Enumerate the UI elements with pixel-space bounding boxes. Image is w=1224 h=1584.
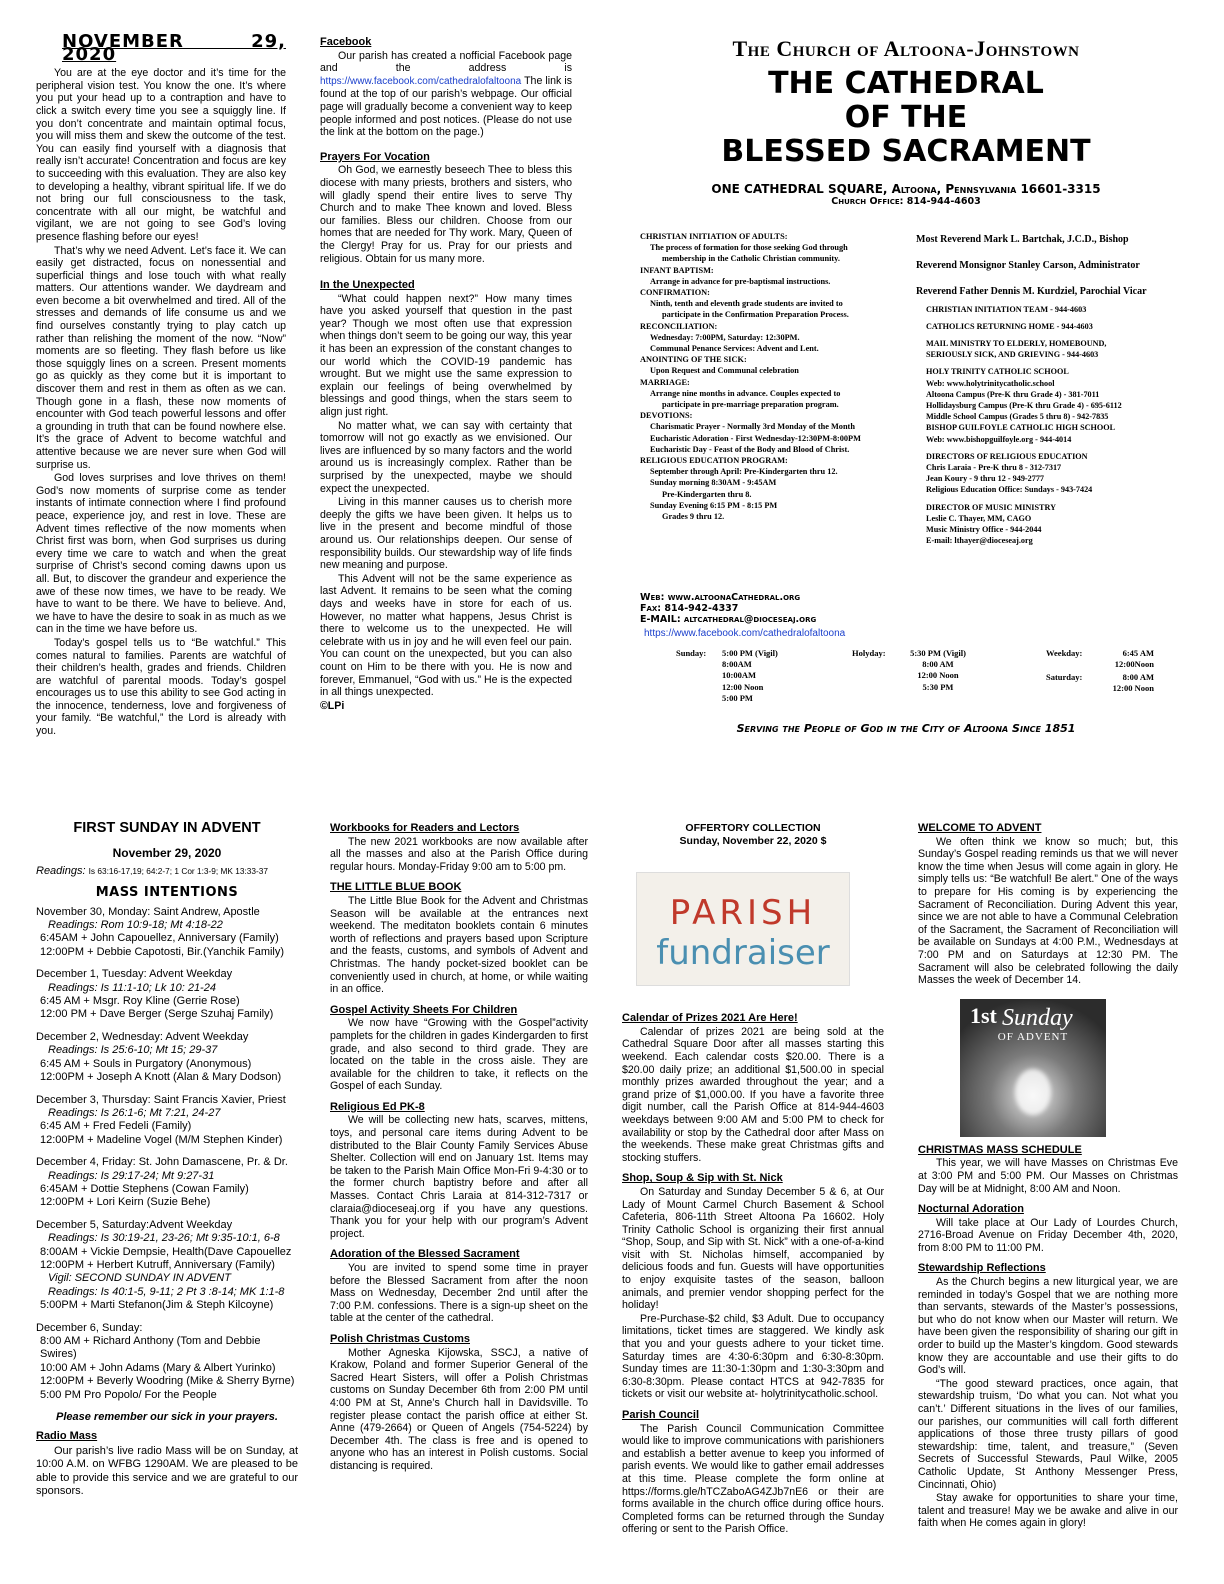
stewardship-2: “The good steward practices, once again, that stewardship truism, ‘Do what you can. Not what you can’t.’ Different situations in the lives of our families, our parishes, our communities will call forth different applications of those three trusty pillars of good stewardship: time, talent, and treasure,” (Seven Secrets of Successful Stewards, Paul Wilke, 2005 Catholic Update, St Anthony Messenger Press, Cincinnati, Ohio) (918, 1377, 1178, 1491)
intention-day (36, 1219, 298, 1313)
staff-line: CHRISTIAN INITIATION TEAM - 944-4603 (926, 304, 1087, 314)
mass-time: 5:00 PM (Vigil) (722, 648, 778, 658)
sacrament-line: ANOINTING OF THE SICK: (640, 355, 747, 365)
fundraiser-word-1: PARISH (669, 893, 817, 933)
mass-holyday (852, 648, 886, 659)
notice-text: We will be collecting new hats, scarves, mittens, toys, and personal care items during Advent to be distributed to the Blair County Family Services Abuse Shelter. Collection will end on January 1st. Items may be taken to the Parish Main Office Mon-Fri 9-4:30 or to the former church baptistry before and after all Masses. Contact Chris Laraia at 814-312-7317 or claraia@dioceseaj.org if you have any questions. Thank you for your help with our program’s Advent project. (330, 1114, 588, 1240)
notice-heading: THE LITTLE BLUE BOOK (330, 881, 462, 894)
sunday-title: FIRST SUNDAY IN ADVENT (73, 820, 261, 836)
section-text: On Saturday and Sunday December 5 & 6, at Our Lady of Mount Carmel Church Basement & School Cafeteria, 806-11th Street Altoona Pa 16602. Holy Trinity Catholic School is organizing their first annual “Shop, Soup, and Sip with St. Nick” with a one-of-a-kind visit with St. Nicholas himself, accompanied by delicious foods and fun. Guests will have opportunities to enjoy exquisite tastes of the season, balloon animals, and premier vendor shopping perfect for the holiday! (622, 1185, 884, 1312)
mass-time: 12:00 Noon (722, 681, 764, 692)
intention-readings: Readings: Is 26:1-6; Mt 7:21, 24-27 (48, 1106, 221, 1119)
column-advent (918, 822, 1178, 1531)
notice-heading: Polish Christmas Customs (330, 1332, 470, 1345)
intention-line: 5:00 PM Pro Popolo/ For the People (40, 1388, 217, 1401)
offertory-sections (622, 1012, 884, 1536)
intention-line: December 5, Saturday:Advent Weekday (36, 1218, 233, 1231)
sacrament-line: participate in the Confirmation Preparation Process. (662, 310, 849, 320)
fax: Fax: 814-942-4337 (640, 603, 739, 615)
sacrament-line: Pre-Kindergarten thru 8. (662, 489, 752, 499)
intention-line: 6:45 AM + Msgr. Roy Kline (Gerrie Rose) (40, 995, 240, 1008)
intention-line: 12:00PM + Madeline Vogel (M/M Stephen Kinder) (40, 1133, 283, 1146)
intention-readings: Readings: Rom 10:9-18; Mt 4:18-22 (48, 919, 223, 932)
sacrament-line: Wednesday: 7:00PM, Saturday: 12:30PM. (650, 332, 800, 342)
sacrament-line: Arrange nine months in advance. Couples expected to (650, 388, 841, 398)
sacrament-line: CHRISTIAN INITIATION OF ADULTS: (640, 232, 788, 241)
notice-text: You are invited to spend some time in prayer before the Blessed Sacrament from after the noon Mass on Wednesday, December 2nd until after the 7:00 P.M. confessions. There is a sign-up sheet on the table at the center of the cathedral. (330, 1262, 588, 1325)
offertory-heading: OFFERTORY COLLECTION (685, 822, 821, 834)
intention-line: 12:00PM + Herbert Kutruff, Anniversary (Family) (40, 1258, 275, 1271)
mass-time: 8:00 AM (922, 659, 954, 670)
mass-time: 12:00 Noon (917, 670, 959, 681)
sacrament-line: Eucharistic Adoration - First Wednesday-12:30PM-8:00PM (650, 433, 861, 443)
notice-text: Mother Agneska Kijowska, SSCJ, a native of Krakow, Poland and former Superior General of the Sacred Heart Sisters, will offer a Polish Christmas customs on Sunday December 6th from 2:00 PM until 4:00 PM at St, Anne’s Church hall in Davidsville. To register please contact the parish office at either St. Anne (479-2664) or Queen of Angels (754-5224) by December 4th. The class is free and is opened to anyone who has an interest in Polish customs. Social distancing is required. (330, 1346, 588, 1472)
sacrament-line: RELIGIOUS EDUCATION PROGRAM: (640, 456, 788, 466)
mass-time: 12:00 Noon (1112, 683, 1154, 694)
intention-line: 12:00 PM + Dave Berger (Serge Szuhaj Family) (40, 1008, 274, 1021)
sacrament-line: Sunday Evening 6:15 PM - 8:15 PM (650, 500, 778, 510)
fundraiser-word-2: fundraiser (656, 933, 830, 973)
intention-line: December 1, Tuesday: Advent Weekday (36, 968, 233, 981)
staff-line: BISHOP GUILFOYLE CATHOLIC HIGH SCHOOL (926, 423, 1116, 433)
sunday-date: November 29, 2020 (112, 846, 222, 861)
email[interactable]: E-MAIL: altcathedral@dioceseaj.org (640, 614, 817, 626)
mass-time: 5:30 PM (Vigil) (910, 648, 966, 658)
advent-img-text-1: 1st (970, 1003, 997, 1028)
intention-readings: Readings: Is 25:6-10; Mt 15; 29-37 (48, 1044, 218, 1057)
address: ONE CATHEDRAL SQUARE, Altoona, Pennsylvania 16601-3315 (711, 182, 1101, 196)
intention-day (36, 968, 298, 1022)
intention-readings: Readings: Is 29:17-24; Mt 9:27-31 (48, 1169, 215, 1182)
paragraph: Today’s gospel tells us to “Be watchful.” This comes natural to families. Parents are watchful of their children’s health, grades and friends. Children are watchful of parental moods. Today’s gospel encourages us to use this ability to see God acting in the innocence, tenderness, love and forgiveness of your family. “Be watchful,” the Lord is already with you. (36, 636, 286, 738)
paragraph: That’s why we need Advent. Let’s face it. We can easily get distracted, focus on nonessential and superficial things and lose touch with what really matters. Our attentions wander. We daydream and even become a bit overwhelmed and tired. All of the stresses and demands of life consume us and we find ourselves constantly trying to play catch up rather than relishing the moment of the now. “Now” moments are so fleeting. They flash before us like those squiggly lines on a screen. Present moments go as quickly as they come but it is important to discover them and rest in them as often as we can. Though gone in a flash, these now moments of encounter with God teach powerful lessons and offer a grounding in truth that can be found nowhere else. It’s the grace of Advent to become watchful and attentive because we are never sure when God will surprise us. (36, 244, 286, 471)
staff-block (916, 234, 1186, 546)
bulletin-date: NOVEMBER 29, 2020 (62, 31, 286, 65)
column-intentions (36, 822, 298, 1498)
intention-readings: Vigil: SECOND SUNDAY IN ADVENT (48, 1272, 231, 1285)
sacrament-line: Arrange in advance for pre-baptismal instructions. (650, 276, 831, 286)
staff-line: HOLY TRINITY CATHOLIC SCHOOL (926, 367, 1069, 377)
paragraph: God loves surprises and love thrives on them! God’s now moments of surprise come as tender instants of intimate connection where I find profound peace, experience joy, and rest in love. These are Advent times reflective of the now moments when Christ first was born, when God surprises us during every time we care to watch and when the great surprise of Christ’s second coming dawns upon us all. But, to discover the grandeur and experience the awe of these now times, we have to be ready. We have to want to be there. We have to believe. And, we have to have the desire to soak in as much as we can in the time we have before us. (36, 472, 286, 636)
website[interactable]: Web: www.altoonaCathedral.org (640, 592, 801, 603)
sacrament-line: INFANT BAPTISM: (640, 265, 714, 275)
parish-fundraiser-image (636, 872, 850, 986)
staff-line: Hollidaysburg Campus (Pre-K thru Grade 4) - 695-6112 (926, 401, 1122, 411)
mass-time: 5:30 PM (922, 681, 954, 692)
notice-heading: Gospel Activity Sheets For Children (330, 1003, 518, 1016)
staff-line: Web: www.bishopguilfoyle.org - 944-4014 (926, 434, 1072, 444)
section-heading: Parish Council (622, 1409, 700, 1421)
intention-readings: Readings: Is 11:1-10; Lk 10: 21-24 (48, 981, 216, 994)
sunday-label: Sunday: (676, 648, 707, 658)
copyright: ©LPi (320, 699, 345, 712)
sacrament-line: membership in the Catholic Christian community. (662, 254, 840, 264)
intention-day (36, 1031, 298, 1085)
sacrament-line: DEVOTIONS: (640, 411, 693, 421)
stewardship-1: As the Church begins a new liturgical year, we are reminded in today’s Gospel that we are nothing more than servants, stewards of the Master’s possessions, but who do not know when our Master will return. We have been given the responsibility of sharing our gift in order to build up the Master’s kingdom. Good stewards know they are accountable and use their gifts to do God’s will. (918, 1276, 1178, 1377)
sacrament-line: Grades 9 thru 12. (662, 512, 725, 522)
stewardship-3: Stay awake for opportunities to share your time, talent and treasure! May we be awake and alive in our faith when He comes again in glory! (918, 1492, 1178, 1530)
section-heading: Calendar of Prizes 2021 Are Here! (622, 1012, 798, 1025)
holyday-label: Holyday: (852, 648, 886, 658)
vocation-prayer: Oh God, we earnestly beseech Thee to bless this diocese with many priests, brothers and sisters, who will gladly spend their entire lives to serve Thy Church and to make Thee known and loved. Bless our families. Bless our children. Choose from our homes that are needed for Thy work. Mary, Queen of the Clergy! Pray for us. Pray for our priests and religious. Obtain for us many more. (320, 164, 572, 265)
sacrament-line: MARRIAGE: (640, 377, 690, 387)
intention-day (36, 1094, 298, 1148)
mass-holyday-times (898, 648, 978, 693)
intention-line: December 4, Friday: St. John Damascene, Pr. & Dr. (36, 1156, 288, 1169)
staff-line: Chris Laraia - Pre-K thru 8 - 312-7317 (926, 463, 1062, 473)
mass-sunday-times (722, 648, 778, 704)
intention-readings: Readings: Is 30:19-21, 23-26; Mt 9:35-10:1, 6-8 (48, 1232, 280, 1245)
sacrament-line: Upon Request and Communal celebration (650, 366, 799, 376)
sacrament-line: CONFIRMATION: (640, 288, 710, 298)
column-reflection (36, 31, 286, 739)
sacrament-line: September through April: Pre-Kindergarten thru 12. (650, 467, 838, 477)
notice-heading: Workbooks for Readers and Lectors (330, 822, 520, 834)
sacraments-list (640, 231, 910, 522)
first-sunday-advent-image (960, 999, 1106, 1137)
staff-line: Music Ministry Office - 944-2044 (926, 525, 1042, 535)
intention-line: 6:45AM + Dottie Stephens (Cowan Family) (40, 1182, 249, 1195)
cathedral-line-1: THE CATHEDRAL (768, 66, 1044, 101)
mass-time: 10:00AM (722, 670, 756, 681)
intention-day (36, 1156, 298, 1210)
intention-line: December 6, Sunday: (36, 1321, 143, 1334)
staff-line: Jean Koury - 9 thru 12 - 949-2777 (926, 474, 1045, 484)
sacrament-line: participate in pre-marriage preparation program. (662, 400, 839, 410)
administrator: Reverend Monsignor Stanley Carson, Administrator (916, 260, 1140, 272)
sacrament-line: Charismatic Prayer - Normally 3rd Monday of the Month (650, 422, 855, 432)
radio-text: Our parish’s live radio Mass will be on Sunday, at 10:00 A.M. on WFBG 1290AM. We are pleased to be able to provide this service and we are grateful to our sponsors. (36, 1444, 298, 1498)
mass-weekday-times (1096, 648, 1154, 670)
christmas-heading: CHRISTMAS MASS SCHEDULE (918, 1143, 1082, 1156)
staff-line: Leslie C. Thayer, MM, CAGO (926, 513, 1032, 523)
intention-line: 12:00PM + Lori Keirn (Suzie Behe) (40, 1196, 211, 1209)
staff-line: Middle School Campus (Grades 5 thru 8) - 942-7835 (926, 412, 1109, 422)
intention-day (36, 1322, 298, 1402)
staff-line: DIRECTOR OF MUSIC MINISTRY (926, 502, 1057, 512)
column-notices (330, 822, 588, 1474)
mass-saturday (1046, 672, 1082, 683)
saturday-label: Saturday: (1046, 672, 1083, 682)
facebook-text-a: Our parish has created a nofficial Facebook page and the address is (320, 49, 572, 75)
contact-block (640, 592, 910, 639)
facebook-url[interactable]: https://www.facebook.com/cathedralofaltoona (644, 627, 846, 639)
mass-time: 12:00Noon (1114, 659, 1154, 670)
paragraph: This Advent will not be the same experience as last Advent. It remains to be seen what the coming days and weeks have in store for each of us. However, no matter what happens, Jesus Christ is there to welcome us to the unexpected. He will celebrate with us in joy and he will even feel our pain. You can count on the unexpected, but you can also count on Him to be there with you. He is now and forever, Emmanuel, “God with us.” He is the expected in all things unexpected. (320, 572, 572, 699)
section-heading: Shop, Soup & Sip with St. Nick (622, 1172, 783, 1185)
welcome-heading: WELCOME TO ADVENT (918, 822, 1042, 834)
paragraph: Living in this manner causes us to cherish more deeply the gifts we have been given. It helps us to live in the present and become mindful of those around us. Our relationships deepen. Our sense of responsibility builds. Our stewardship way of life finds new meaning and purpose. (320, 496, 572, 572)
mass-time: 6:45 AM (1122, 648, 1154, 658)
sacrament-line: Eucharistic Day - Feast of the Body and Blood of Christ. (650, 444, 850, 454)
intention-line: 12:00PM + Beverly Woodring (Mike & Sherry Byrne) (40, 1375, 295, 1388)
intention-line: 12:00PM + Joseph A Knott (Alan & Mary Dodson) (40, 1071, 282, 1084)
notice-heading: Religious Ed PK-8 (330, 1100, 425, 1113)
paragraph: No matter what, we can say with certainty that tomorrow will not go exactly as we envisioned. Our lives are influenced by so many factors and the world around us is increasingly complex. Rather than be surprised by the unexpected, maybe we should expect the unexpected. (320, 419, 572, 495)
stewardship-heading: Stewardship Reflections (918, 1262, 1046, 1275)
church-name: The Church of Altoona-Johnstown (732, 36, 1080, 61)
section-text: Calendar of prizes 2021 are being sold at the Cathedral Square Door after all masses starting this weekend. Each calendar costs $20.00. There is a $20.00 daily prize; an additional $1,500.00 in special monthly prizes awarded throughout the year; and a grand prize of $1,000.00. If you have a favorite three digit number, call the Parish Office at 814-944-4603 weekdays between 9:00 AM and 5:00 PM to check for availability or stop by the Cathedral door after Mass on the weekends. These make great Christmas gifts and stocking stuffers. (622, 1025, 884, 1164)
staff-line: CATHOLICS RETURNING HOME - 944-4603 (926, 321, 1093, 331)
intention-groups (36, 906, 298, 1402)
candle-flame-icon (1015, 1069, 1051, 1115)
nocturnal-text: Will take place at Our Lady of Lourdes Church, 2716-Broad Avenue on Friday December 4th, 2020, from 8:00 PM to 11:00 PM. (918, 1216, 1178, 1254)
advent-img-text-3: OF ADVENT (997, 1031, 1069, 1043)
intention-day (36, 906, 298, 960)
mass-time: 5:00 PM (722, 692, 753, 703)
staff-line: Altoona Campus (Pre-K thru Grade 4) - 381-7011 (926, 389, 1100, 399)
readings-label: Readings: (36, 864, 86, 877)
staff-line: E-mail: lthayer@dioceseaj.org (926, 536, 1033, 546)
intention-line: 6:45 AM + Fred Fedeli (Family) (40, 1120, 192, 1133)
column-facebook (320, 36, 572, 712)
notice-text: We now have “Growing with the Gospel”activity pamplets for the children in gades Kindergarden to first grade, and also second to third grade. They are located on the table in the cross aisle. They are available for the children to take, it reflects on the Gospel of each Sunday. (330, 1017, 588, 1093)
sacrament-line: Communal Penance Services: Advent and Lent. (650, 344, 819, 354)
readings (36, 865, 298, 878)
advent-img-text-2: Sunday (1002, 1005, 1073, 1031)
section-text: Pre-Purchase-$2 child, $3 Adult. Due to occupancy limitations, ticket times are staggered. We kindly ask that you and your guests adhere to your ticket time. Saturday times are 4:30-6:30pm and 6:30-8:30pm. Sunday times are 11:30-1:30pm and 1:30-3:30pm and 6:30-8:30pm. Please contact HTCS at 942-7835 for tickets or visit our website at- holytrinitycatholic.school. (622, 1312, 884, 1401)
mass-weekday (1046, 648, 1082, 659)
facebook-heading: Facebook (320, 36, 372, 48)
paragraph: “What could happen next?” How many times have you asked yourself that question in the past year? Though we most often use that expression when things don’t seem to be going our way, this year it has been an expression of the constant changes to our world which the COVID-19 pandemic has wrought. But we might use the same expression to explain our feelings of being overwhelmed by blessings and good things, when the stars seem to align just right. (320, 292, 572, 419)
staff-line: DIRECTORS OF RELIGIOUS EDUCATION (926, 451, 1088, 461)
section-text: The Parish Council Communication Committee would like to improve communications with parishioners and establish a better avenue to keep you informed of parish events. We would like to gather email addresses at this time. Please complete the form online at https://forms.gle/hTCZaboAG4ZJb7nE6 or their are forms available in the church office during office hours. Completed forms can be returned through the Sunday offering or sent to the Parish Office. (622, 1422, 884, 1536)
sacrament-line: Sunday morning 8:30AM - 9:45AM (650, 478, 777, 488)
christmas-text: This year, we will have Masses on Christmas Eve at 3:00 PM and 5:00 PM. Our Masses on Christmas Day will be at Midnight, 8:00 AM and Noon. (918, 1157, 1178, 1195)
intention-line: 8:00 AM + Richard Anthony (Tom and Debbie Swires) (40, 1335, 261, 1361)
sick-reminder: Please remember our sick in your prayers. (56, 1411, 278, 1424)
staff-line: SERIOUSLY SICK, AND GRIEVING - 944-4603 (926, 350, 1099, 360)
mass-time: 8:00 AM (1122, 672, 1154, 682)
intention-line: December 3, Thursday: Saint Francis Xavier, Priest (36, 1093, 286, 1106)
sacrament-line: Ninth, tenth and eleventh grade students are invited to (650, 299, 843, 309)
paragraph: You are at the eye doctor and it’s time for the peripheral vision test. You know the one. It’s where you put your head up to a contraption and have to click a switch every time you see a squiggly line. If you don’t concentrate and maintain optimal focus, you will miss them and skew the outcome of the test. You can easily find yourself with a diagnosis that really isn’t accurate! Concentration and focus are key to succeeding with this evaluation. They are also key to developing a healthy, vibrant spiritual life. If we do not bring our full consciousness to the task, concentrate with all our might, be watchful and vigilant, we are not going to see God’s loving presence flashing before our eyes! (36, 67, 286, 243)
cathedral-line-2: OF THE (844, 100, 968, 135)
office-phone: Church Office: 814-944-4603 (831, 196, 981, 207)
staff-line: Web: www.holytrinitycatholic.school (926, 378, 1055, 388)
notice-text: The Little Blue Book for the Advent and Christmas Season will be available at the entrances next weekend. The meditaton booklets contain 6 minutes worth of reflections and prayers based upon Scripture and the feasts, customs, and symbols of Advent and Christmas. The handy pocket-sized booklet can be conveniently used in church, at home, or while waiting in an office. (330, 894, 588, 996)
unexpected-heading: In the Unexpected (320, 279, 415, 292)
intention-line: 6:45AM + John Capouellez, Anniversary (Family) (40, 932, 279, 945)
intention-line: 8:00AM + Vickie Dempsie, Health(Dave Capouellez (40, 1245, 292, 1258)
mass-time: 8:00AM (722, 659, 752, 670)
notice-text: The new 2021 workbooks are now available after all the masses and also at the Parish Office during regular hours. Monday-Friday 9:00 am to 5:00 pm. (330, 835, 588, 873)
sacrament-line: The process of formation for those seeking God through (650, 243, 848, 253)
notice-heading: Adoration of the Blessed Sacrament (330, 1248, 520, 1261)
intention-line: 10:00 AM + John Adams (Mary & Albert Yurinko) (40, 1361, 276, 1374)
intention-line: 5:00PM + Marti Stefanon(Jim & Steph Kilcoyne) (40, 1299, 274, 1312)
facebook-link[interactable]: https://www.facebook.com/cathedralofaltoona (320, 75, 522, 87)
bishop: Most Reverend Mark L. Bartchak, J.C.D., Bishop (916, 234, 1129, 245)
staff-line: Religious Education Office: Sundays - 943-7424 (926, 485, 1093, 495)
vocation-heading: Prayers For Vocation (320, 150, 430, 163)
masthead (626, 36, 1186, 207)
staff-line: MAIL MINISTRY TO ELDERLY, HOMEBOUND, (926, 339, 1107, 349)
parochial-vicar: Reverend Father Dennis M. Kurdziel, Parochial Vicar (916, 286, 1147, 298)
facebook-text (320, 50, 572, 139)
intention-line: December 2, Wednesday: Advent Weekday (36, 1030, 249, 1043)
facebook-text-b: The link is found at the top of our parish’s webpage. Our official page will gradually become a convenient way to keep people informed and post notices. (Please do not use the link at the bottom on the page.) (320, 74, 572, 139)
intention-line: November 30, Monday: Saint Andrew, Apostle (36, 905, 260, 918)
radio-heading: Radio Mass (36, 1430, 98, 1443)
cathedral-line-3: BLESSED SACRAMENT (721, 134, 1091, 169)
nocturnal-heading: Nocturnal Adoration (918, 1203, 1024, 1216)
staff-lines (916, 304, 1186, 547)
intention-line: 12:00PM + Debbie Capotosti, Bir.(Yanchik Family) (40, 945, 285, 958)
intention-line: 6:45 AM + Souls in Purgatory (Anonymous) (40, 1057, 252, 1070)
weekday-label: Weekday: (1046, 648, 1083, 658)
mass-saturday-times (1096, 672, 1154, 694)
readings-text: Is 63:16-17,19; 64:2-7; 1 Cor 1:3-9; MK 13:33-37 (88, 865, 269, 876)
offertory-date: Sunday, November 22, 2020 $ (679, 834, 827, 847)
welcome-text: We often think we know so much; but, this Sunday’s Gospel reading reminds us that we will never know the time when Jesus will come again in glory. He simply tells us: “Be watchful! Be alert.” One of the ways to prepare for His coming is by experiencing the Sacrament of Reconciliation. During Advent this year, since we are not able to have a Communal Celebration of the Sacrament, the Sacrament of Reconciliation will be available on Sundays at 4:00 P.M., Wednesdays at 7:00 PM and on Saturdays at 12:30 PM. The Sacrament will also be celebrated following the daily Masses the week of December 14. (918, 835, 1178, 987)
intention-readings: Readings: Is 40:1-5, 9-11; 2 Pt 3 :8-14; MK 1:1-8 (48, 1285, 285, 1298)
tagline: Serving the People of God in the City of Altoona Since 1851 (736, 722, 1076, 735)
sacrament-line: RECONCILIATION: (640, 321, 718, 331)
mass-sunday (676, 648, 706, 659)
intentions-header: MASS INTENTIONS (95, 885, 239, 901)
